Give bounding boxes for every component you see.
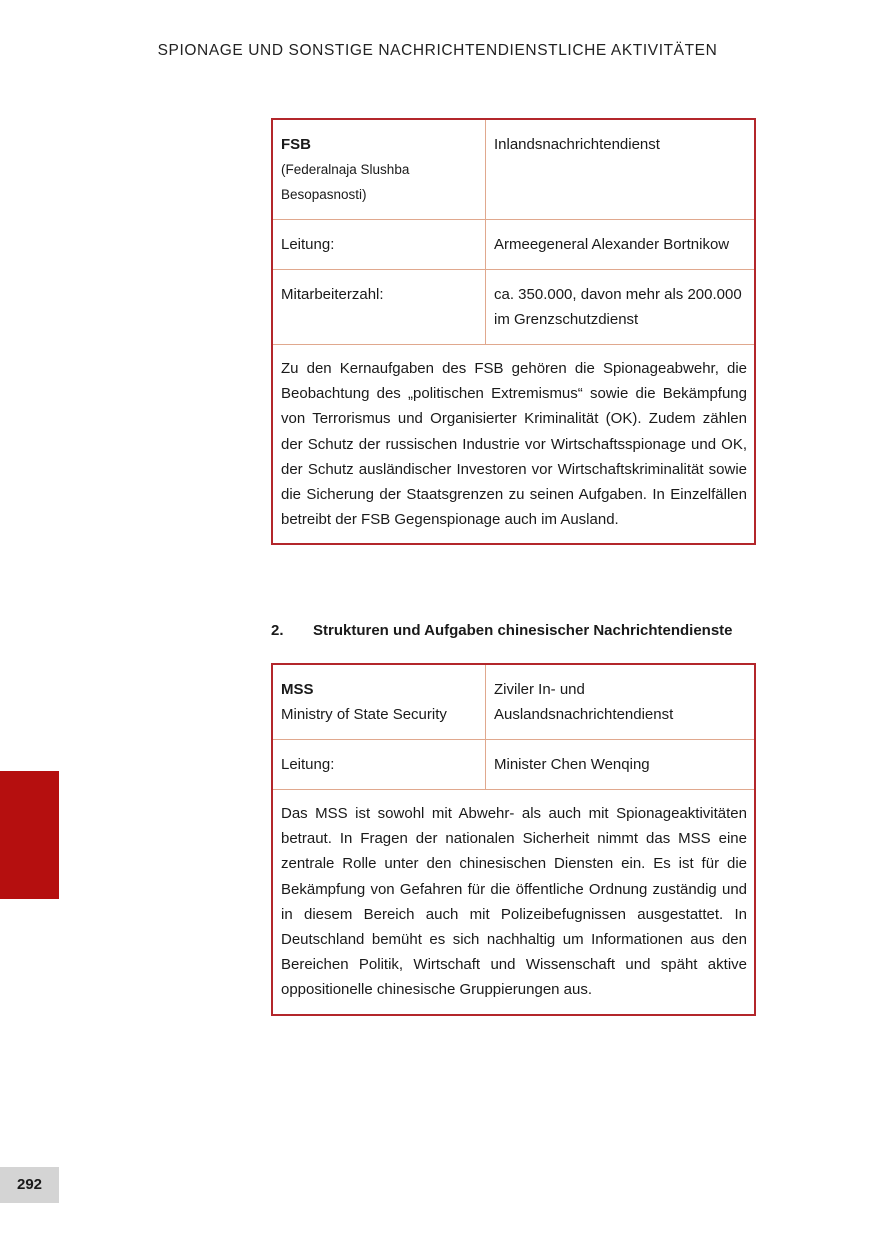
table-row bbox=[272, 220, 755, 270]
table-row bbox=[272, 119, 755, 220]
leitung-label: Leitung: bbox=[272, 740, 486, 790]
table-row bbox=[272, 740, 755, 790]
agency-abbreviation: MSS bbox=[281, 681, 314, 698]
agency-full-name-line2: Besopasnosti) bbox=[281, 187, 367, 202]
agency-name-cell bbox=[272, 119, 486, 220]
leitung-value: Minister Chen Wenqing bbox=[486, 740, 756, 790]
agency-type-line2: Auslandsnachrichtendienst bbox=[494, 706, 674, 723]
agency-description: Zu den Kernaufgaben des FSB gehören die Spionageabwehr, die Beobachtung des „politischen Extremismus“ sowie die Bekämpfung von Terrorismus und Organisierter Kriminalität (OK). Zudem zählen der Schutz der russischen Industrie vor Wirtschaftsspionage und OK, der Schutz ausländischer Investoren vor Wirtschaftskriminalität sowie die Sicherung der Staatsgrenzen zu seinen Aufgaben. In Einzelfällen betreibt der FSB Gegenspionage auch im Ausland. bbox=[272, 345, 755, 545]
agency-full-name: Ministry of State Security bbox=[281, 706, 447, 723]
section-title: Strukturen und Aufgaben chinesischer Nachrichtendienste bbox=[313, 622, 733, 639]
table-row bbox=[272, 790, 755, 1015]
table-row bbox=[272, 270, 755, 345]
table-row bbox=[272, 664, 755, 740]
leitung-label: Leitung: bbox=[272, 220, 486, 270]
section-number: 2. bbox=[271, 622, 284, 639]
agency-type-line1: Ziviler In- und bbox=[494, 681, 585, 698]
table-row bbox=[272, 345, 755, 545]
agency-type-cell bbox=[486, 664, 756, 740]
agency-abbreviation: FSB bbox=[281, 136, 311, 153]
agency-type: Inlandsnachrichtendienst bbox=[486, 119, 756, 220]
agency-description: Das MSS ist sowohl mit Abwehr- als auch mit Spionageaktivitäten betraut. In Fragen der nationalen Sicherheit nimmt das MSS eine zentrale Rolle unter den chinesischen Diensten ein. Es ist für die Bekämpfung von Gefahren für die öffentliche Ordnung zuständig und in diesem Bereich auch mit Polizeibefugnissen ausgestattet. In Deutschland bemüht es sich nachhaltig um Informationen aus den Bereichen Politik, Wirtschaft und Wissenschaft und späht aktive oppositionelle chinesische Gruppierungen aus. bbox=[272, 790, 755, 1015]
chapter-marker-tab bbox=[0, 771, 59, 899]
staff-label: Mitarbeiterzahl: bbox=[272, 270, 486, 345]
page-number: 292 bbox=[0, 1167, 59, 1203]
staff-value: ca. 350.000, davon mehr als 200.000 im Grenzschutzdienst bbox=[486, 270, 756, 345]
section-heading bbox=[271, 622, 733, 639]
agency-name-cell bbox=[272, 664, 486, 740]
agency-full-name-line1: (Federalnaja Slushba bbox=[281, 162, 410, 177]
mss-info-table bbox=[271, 663, 756, 1016]
fsb-info-table bbox=[271, 118, 756, 545]
leitung-value: Armeegeneral Alexander Bortnikow bbox=[486, 220, 756, 270]
running-header: SPIONAGE UND SONSTIGE NACHRICHTENDIENSTLICHE AKTIVITÄTEN bbox=[157, 42, 718, 59]
